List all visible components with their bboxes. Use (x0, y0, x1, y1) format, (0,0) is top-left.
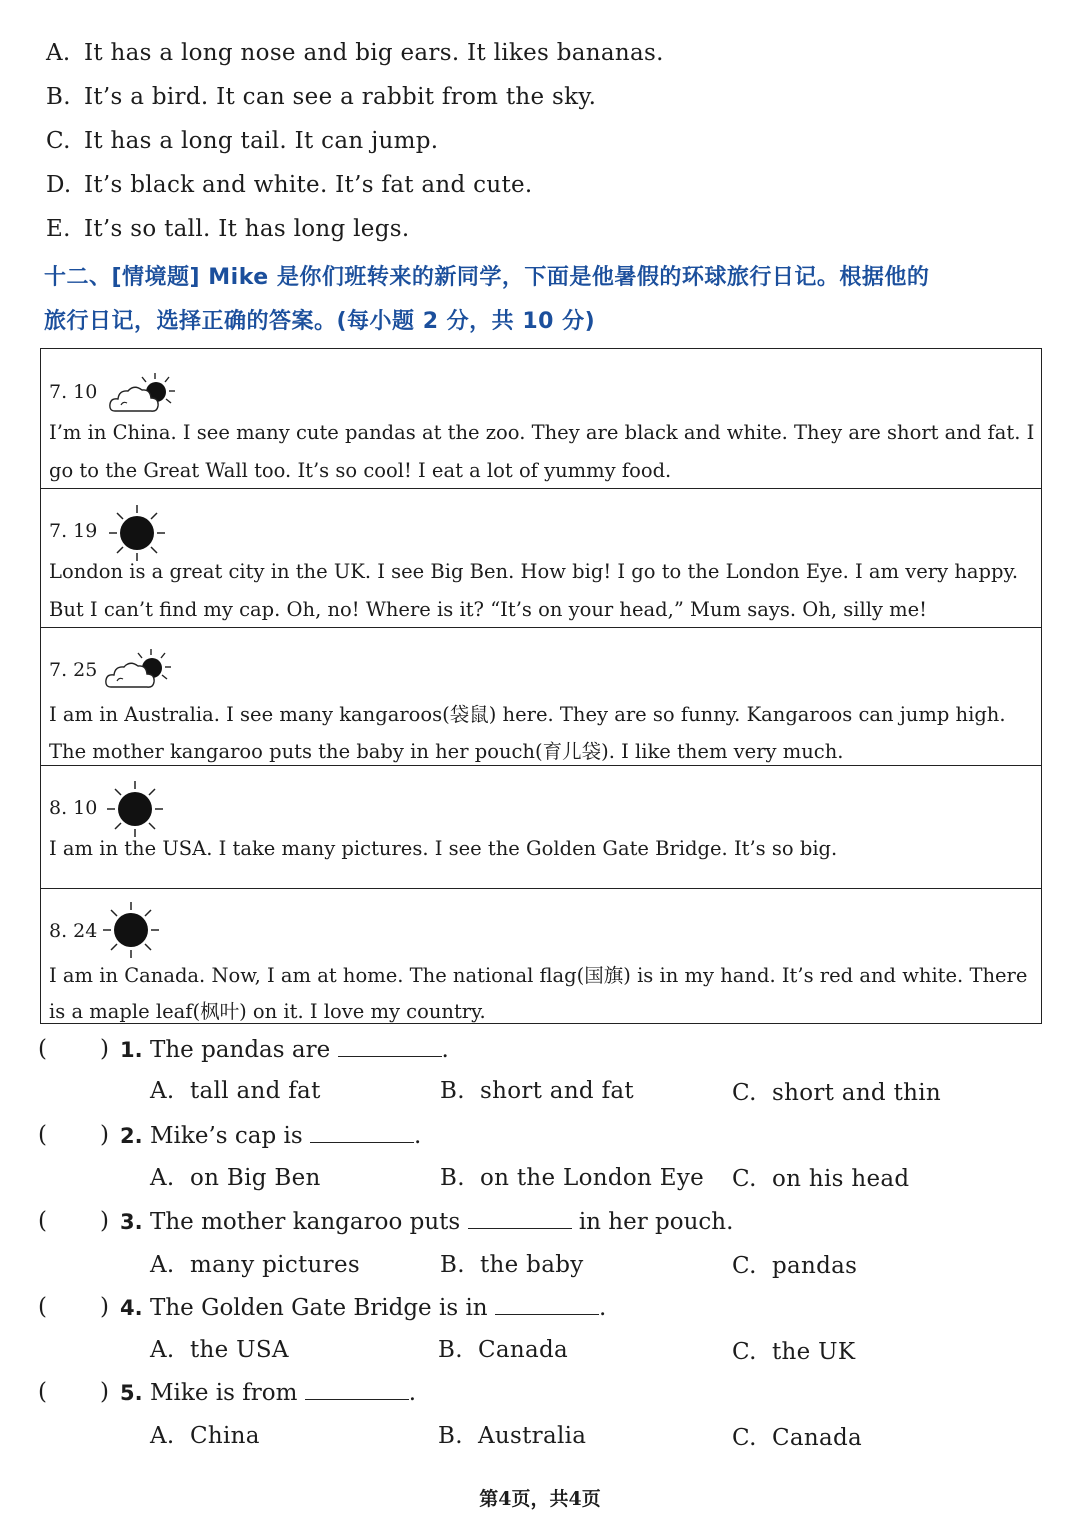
question-text: The pandas are . (150, 1037, 449, 1063)
diary-date: 7. 25 (49, 659, 98, 681)
answer-paren-left: ( (38, 1294, 47, 1320)
answer-paren-left: ( (38, 1122, 47, 1148)
option-a: A. It has a long nose and big ears. It likes bananas. (46, 40, 664, 66)
question-text: Mike is from . (150, 1380, 417, 1406)
option-d: D. It’s black and white. It’s fat and cute. (46, 172, 533, 198)
question-number: 3. (120, 1210, 143, 1234)
choice-c: C. the UK (732, 1339, 856, 1365)
page-footer: 第4页，共4页 (479, 1488, 601, 1510)
diary-date: 7. 10 (49, 381, 98, 403)
question-text: Mike’s cap is . (150, 1123, 422, 1149)
answer-paren-left: ( (38, 1208, 47, 1234)
choice-c: C. on his head (732, 1166, 910, 1192)
diary-box (40, 348, 1042, 1024)
question-text: The Golden Gate Bridge is in . (150, 1295, 607, 1321)
answer-blank (468, 1208, 572, 1229)
choice-a: A. on Big Ben (150, 1165, 321, 1191)
section-heading-line1: 十二、[情境题] Mike 是你们班转来的新同学，下面是他暑假的环球旅行日记。根据他的 (44, 265, 930, 290)
answer-paren-left: ( (38, 1036, 47, 1062)
choice-b: B. on the London Eye (440, 1165, 705, 1191)
option-c: C. It has a long tail. It can jump. (46, 128, 439, 154)
option-b: B. It’s a bird. It can see a rabbit from the sky. (46, 84, 597, 110)
answer-paren-right: ) (100, 1294, 109, 1320)
choice-a: A. China (150, 1423, 260, 1449)
cloudy-icon (107, 371, 179, 417)
diary-entry (41, 349, 1041, 489)
diary-date: 8. 24 (49, 920, 98, 942)
diary-text-line: But I can’t find my cap. Oh, no! Where is it? “It’s on your head,” Mum says. Oh, silly me! (49, 598, 928, 621)
option-e: E. It’s so tall. It has long legs. (46, 216, 410, 242)
diary-date: 8. 10 (49, 797, 98, 819)
answer-paren-right: ) (100, 1379, 109, 1405)
question-number: 5. (120, 1381, 143, 1405)
diary-text-line: The mother kangaroo puts the baby in her pouch(育儿袋). I like them very much. (49, 740, 844, 763)
sunny-icon (107, 503, 167, 563)
diary-entry (41, 488, 1041, 628)
answer-blank (495, 1294, 599, 1315)
answer-paren-right: ) (100, 1036, 109, 1062)
choice-a: A. many pictures (150, 1252, 360, 1278)
choice-a: A. the USA (150, 1337, 289, 1363)
question-number: 1. (120, 1038, 143, 1062)
diary-entry (41, 888, 1041, 1025)
diary-text-line: London is a great city in the UK. I see Big Ben. How big! I go to the London Eye. I am very happy. (49, 560, 1019, 583)
diary-text-line: I am in Canada. Now, I am at home. The national flag(国旗) is in my hand. It’s red and white. There (49, 964, 1028, 987)
choice-b: B. short and fat (440, 1078, 634, 1104)
question-text: The mother kangaroo puts in her pouch. (150, 1209, 734, 1235)
choice-c: C. Canada (732, 1425, 863, 1451)
sunny-icon (105, 779, 165, 839)
choice-c: C. short and thin (732, 1080, 941, 1106)
diary-entry (41, 765, 1041, 889)
diary-text-line: go to the Great Wall too. It’s so cool! I eat a lot of yummy food. (49, 459, 672, 482)
diary-text-line: I am in the USA. I take many pictures. I see the Golden Gate Bridge. It’s so big. (49, 837, 838, 860)
choice-b: B. Australia (438, 1423, 587, 1449)
question-number: 4. (120, 1296, 143, 1320)
question-number: 2. (120, 1124, 143, 1148)
answer-paren-right: ) (100, 1122, 109, 1148)
choice-b: B. Canada (438, 1337, 569, 1363)
diary-entry (41, 627, 1041, 766)
answer-blank (305, 1379, 409, 1400)
answer-paren-right: ) (100, 1208, 109, 1234)
sunny-icon (101, 900, 161, 960)
diary-text-line: is a maple leaf(枫叶) on it. I love my country. (49, 1000, 486, 1023)
answer-blank (338, 1036, 442, 1057)
choice-c: C. pandas (732, 1253, 858, 1279)
diary-date: 7. 19 (49, 520, 98, 542)
diary-text-line: I’m in China. I see many cute pandas at the zoo. They are black and white. They are short and fat. I (49, 421, 1035, 444)
diary-text-line: I am in Australia. I see many kangaroos(袋鼠) here. They are so funny. Kangaroos can jump high. (49, 703, 1006, 726)
answer-blank (310, 1122, 414, 1143)
choice-a: A. tall and fat (150, 1078, 321, 1104)
choice-b: B. the baby (440, 1252, 584, 1278)
answer-paren-left: ( (38, 1379, 47, 1405)
section-heading-line2: 旅行日记，选择正确的答案。(每小题 2 分，共 10 分) (44, 309, 596, 334)
cloudy-icon (103, 647, 175, 693)
